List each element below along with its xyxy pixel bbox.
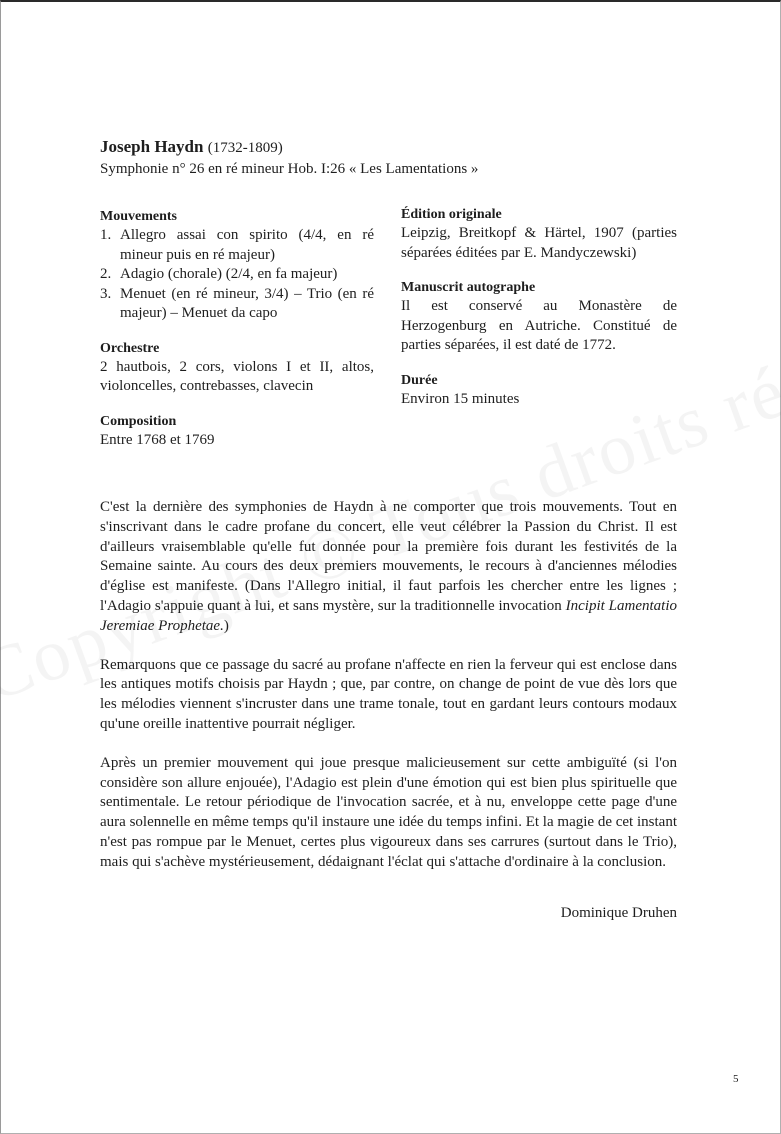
orchestra-text: 2 hautbois, 2 cors, violons I et II, altos, violoncelles, contrebasses, clavecin [100,358,374,394]
header [100,136,478,180]
original-edition-section [401,205,677,263]
duration-heading: Durée [401,372,438,388]
original-edition-heading: Édition originale [401,207,502,222]
author-signature: Dominique Druhen [560,905,677,921]
movements-list [100,226,374,324]
essay-paragraph [100,498,677,637]
essay-paragraph: Remarquons que ce passage du sacré au profane n'affecte en rien la ferveur qui est enclose dans les antiques motifs choisis par Haydn ; que, par contre, on change de point de vue dès lors que les mélodies viennent s'incruster dans une trame tonale, tout en gardant leurs contours modaux qu'une oreille inattentive pourrait négliger. [100,656,677,732]
latin-incipit: Incipit Lamentatio Jeremiae Prophetae. [100,597,677,634]
orchestra-heading: Orchestre [100,340,160,356]
manuscript-heading: Manuscrit autographe [401,280,536,295]
movement-number: 3. [100,285,112,302]
work-title: Symphonie n° 26 en ré mineur Hob. I:26 « Les Lamentations » [100,161,479,177]
original-edition-text: Leipzig, Breitkopf & Härtel, 1907 (parties séparées éditées par E. Mandyczewski) [401,225,677,261]
composer-dates: (1732-1809) [207,140,283,156]
duration-section [401,371,677,410]
left-info-column [100,207,374,465]
movement-text: Allegro assai con spirito (4/4, en ré mineur puis en ré majeur) [120,227,374,263]
orchestra-section [100,339,374,397]
movement-number: 2. [100,266,112,282]
movement-number: 1. [100,227,112,243]
movement-text: Menuet (en ré mineur, 3/4) – Trio (en ré majeur) – Menuet da capo [120,285,374,321]
right-info-column [401,205,677,424]
paragraph-text: C'est la dernière des symphonies de Haydn à ne comporter que trois mouvements. Tout en s'inscrivant dans le cadre profane du concert, elle veut célébrer la Passion du Christ. Il est d'ailleurs vraisemblable qu'elle fut donnée pour la première fois durant les festivités de la Semaine sainte. Au cours des deux premiers mouvements, le recours à d'anciennes mélodies d'église est manifeste. (Dans l'Allegro initial, il faut parfois les chercher entre les lignes ; l'Adagio s'appuie quant à lui, et sans mystère, sur la traditionnelle invocation [100,499,677,614]
composer-line [100,136,478,159]
paragraph-text-end: ) [223,617,229,634]
composition-heading: Composition [100,413,177,429]
page-number: 5 [733,1073,739,1085]
duration-text: Environ 15 minutes [401,390,520,407]
movement-item [100,285,374,324]
movement-item [100,265,374,285]
movements-section [100,207,374,324]
composition-section [100,412,374,451]
composition-text: Entre 1768 et 1769 [100,431,215,448]
manuscript-text: Il est conservé au Monastère de Herzogenburg en Autriche. Constitué de parties séparées, il est daté de 1772. [401,298,677,353]
essay-paragraph: Après un premier mouvement qui joue presque malicieusement sur cette ambiguïté (si l'on considère son allure enjouée), l'Adagio est plein d'une émotion qui est bien plus spirituelle que sentimentale. Le retour périodique de l'invocation sacrée, et à nu, enveloppe cette page d'une aura solennelle en même temps qu'il instaure une idée du temps infini. Et la magie de cet instant n'est pas rompue par le Menuet, certes plus vigoureux dans ses carrures (surtout dans le Trio), mais qui s'achève mystérieusement, dédaignant l'éclat qui s'attache d'ordinaire à la conclusion. [100,754,677,870]
manuscript-section [401,278,677,356]
movement-text: Adagio (chorale) (2/4, en fa majeur) [120,266,338,282]
composer-name: Joseph Haydn [100,137,204,156]
movements-heading: Mouvements [100,209,177,224]
essay-body [100,498,677,873]
movement-item [100,226,374,265]
